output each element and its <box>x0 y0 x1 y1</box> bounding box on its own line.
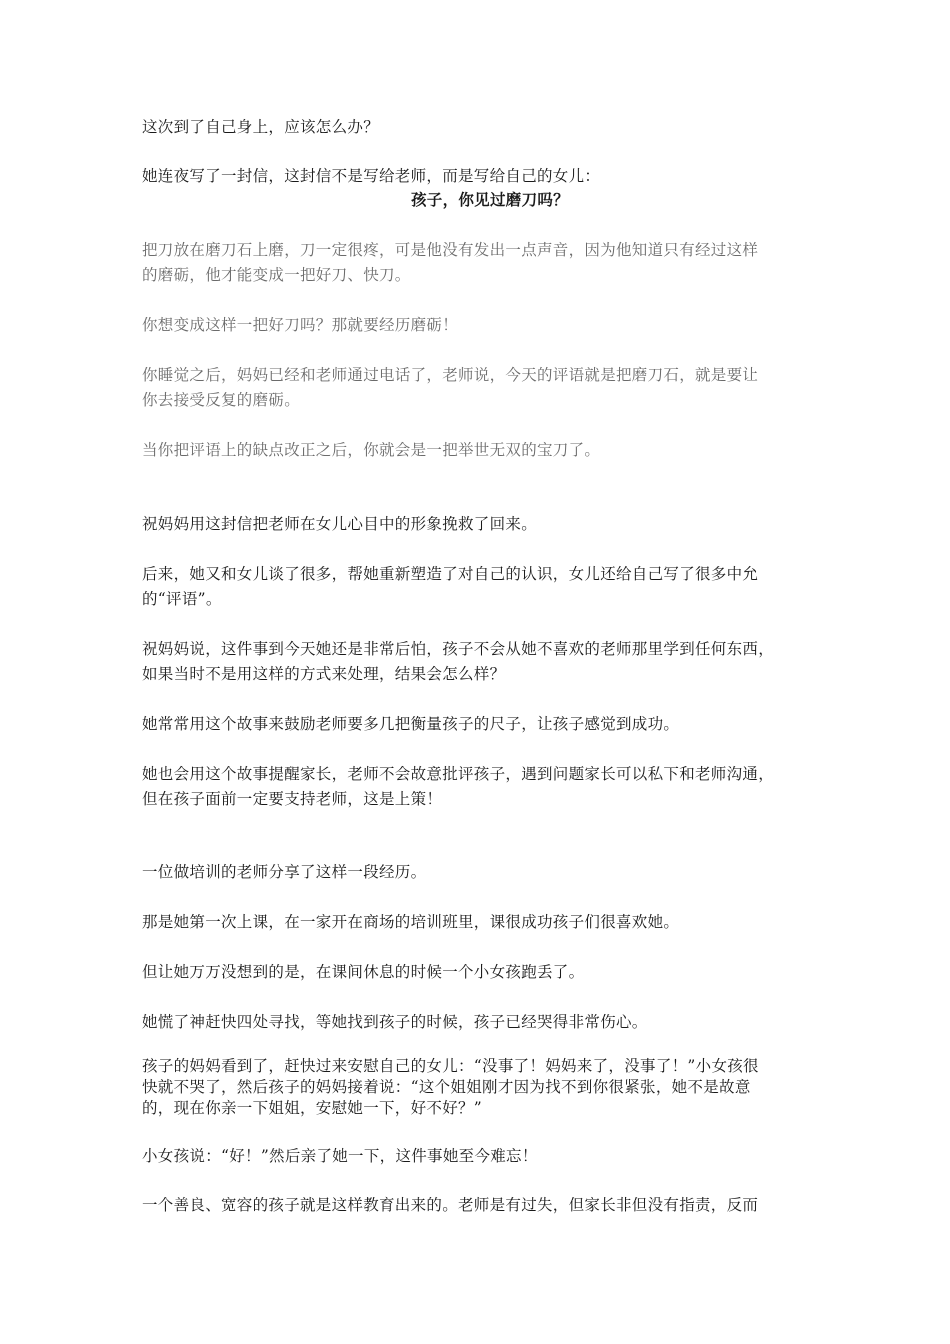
text-line: 的“评语”。 <box>142 590 222 608</box>
text-line: 那是她第一次上课，在一家开在商场的培训班里，课很成功孩子们很喜欢她。 <box>142 913 680 931</box>
text-line: 把刀放在磨刀石上磨，刀一定很疼，可是他没有发出一点声音，因为他知道只有经过这样 <box>142 241 759 259</box>
text-line: 的，现在你亲一下姐姐，安慰她一下，好不好？” <box>142 1099 483 1117</box>
text-line: 她常常用这个故事来鼓励老师要多几把衡量孩子的尺子，让孩子感觉到成功。 <box>142 715 680 733</box>
text-line: 快就不哭了，然后孩子的妈妈接着说：“这个姐姐刚才因为找不到你很紧张，她不是故意 <box>142 1078 751 1096</box>
text-line: 她也会用这个故事提醒家长，老师不会故意批评孩子，遇到问题家长可以私下和老师沟通， <box>142 765 775 783</box>
text-line: 当你把评语上的缺点改正之后，你就会是一把举世无双的宝刀了。 <box>142 441 601 459</box>
text-line: 孩子的妈妈看到了，赶快过来安慰自己的女儿：“没事了！妈妈来了，没事了！”小女孩很 <box>142 1057 759 1075</box>
text-line: 但让她万万没想到的是，在课间休息的时候一个小女孩跑丢了。 <box>142 963 585 981</box>
text-line: 一个善良、宽容的孩子就是这样教育出来的。老师是有过失，但家长非但没有指责，反而 <box>142 1196 759 1214</box>
letter-heading: 孩子，你见过磨刀吗？ <box>410 190 569 209</box>
text-line: 如果当时不是用这样的方式来处理，结果会怎么样？ <box>142 665 506 683</box>
text-line: 你去接受反复的磨砺。 <box>142 391 301 409</box>
text-line: 一位做培训的老师分享了这样一段经历。 <box>142 863 427 881</box>
text-line: 的磨砺，他才能变成一把好刀、快刀。 <box>142 266 411 284</box>
text-line: 她慌了神赶快四处寻找，等她找到孩子的时候，孩子已经哭得非常伤心。 <box>142 1013 648 1031</box>
text-line: 祝妈妈用这封信把老师在女儿心目中的形象挽救了回来。 <box>142 515 538 533</box>
text-line: 但在孩子面前一定要支持老师，这是上策！ <box>142 790 443 808</box>
text-line: 她连夜写了一封信，这封信不是写给老师，而是写给自己的女儿： <box>142 167 601 185</box>
text-line: 后来，她又和女儿谈了很多，帮她重新塑造了对自己的认识，女儿还给自己写了很多中允 <box>142 565 759 583</box>
text-line: 你睡觉之后，妈妈已经和老师通过电话了，老师说，今天的评语就是把磨刀石，就是要让 <box>142 366 759 384</box>
text-line: 你想变成这样一把好刀吗？那就要经历磨砺！ <box>142 316 459 334</box>
text-line: 这次到了自己身上，应该怎么办？ <box>142 118 380 136</box>
text-line: 小女孩说：“好！”然后亲了她一下，这件事她至今难忘！ <box>142 1147 538 1165</box>
text-line: 祝妈妈说，这件事到今天她还是非常后怕，孩子不会从她不喜欢的老师那里学到任何东西， <box>142 640 775 658</box>
